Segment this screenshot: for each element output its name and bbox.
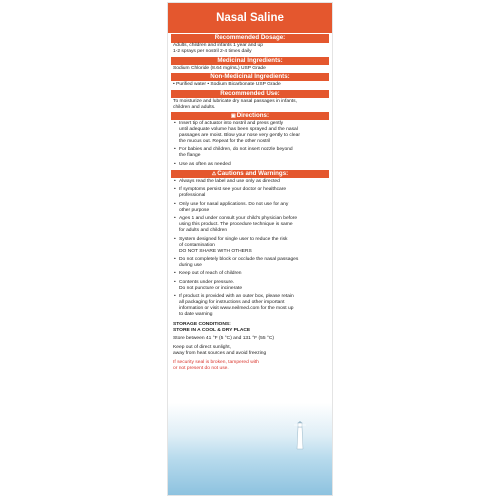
- caution-line: If symptoms persist see your doctor or healthcare: [179, 187, 287, 193]
- product-label: [168, 3, 332, 495]
- security-seal-warning: or not present do not use.: [173, 366, 229, 372]
- use-header: Recommended Use:: [171, 90, 329, 98]
- directions-list: [168, 121, 332, 168]
- list-item: • Contents under pressure. Do not puncture or incinerate: [179, 280, 327, 292]
- caution-line: for adults and children: [179, 228, 228, 234]
- medicinal-line: Sodium Chloride (8.64 mg/mL) USP Grade: [173, 65, 266, 71]
- list-item: • Always read the label and use only as directed: [179, 179, 327, 185]
- caution-line: Do not completely block or occlude the nasal passages: [179, 256, 299, 262]
- use-line: To moisturize and lubricate dry nasal passages in infants,: [173, 98, 297, 104]
- storage-temperature: Store between 41 °F (5 °C) and 131 °F (55 °C): [173, 336, 275, 342]
- list-item: • If product is provided with an outer box, please retain all packaging for instructions and other important information or visit www.neilmed.com for the most up to date warning: [179, 294, 327, 318]
- caution-line: Only use for nasal applications. Do not use for any: [179, 201, 289, 207]
- security-seal-warning: If security seal is broken, tampered with: [173, 360, 259, 366]
- list-item: • Only use for nasal applications. Do not use for any other purpose: [179, 202, 327, 214]
- dosage-text: [168, 43, 332, 55]
- non-medicinal-line: • Purified water • Sodium Bicarbonate USP Grade: [173, 82, 281, 88]
- list-item: • Insert tip of actuator into nostril and press gently until adequate volume has been sprayed and the nasal passages are moist. Blow your nose very gently to clear the mucus out. Repeat for the other nostril: [179, 121, 327, 145]
- storage-heat: away from heat sources and avoid freezing: [173, 351, 267, 357]
- lighthouse-icon: [294, 421, 306, 451]
- list-item: • Ages 1 and under consult your child's physician before using this product. The procedure technique is same for adults and children: [179, 216, 327, 234]
- caution-line: all packaging for instructions and other important: [179, 300, 285, 306]
- directions-line: Use as often as needed: [179, 161, 231, 167]
- caution-line: Ages 1 and under consult your child's physician before: [179, 216, 298, 222]
- caution-line: other purpose: [179, 207, 210, 213]
- storage-section: [168, 322, 332, 372]
- directions-line: Insert tip of actuator into nostril and press gently: [179, 120, 284, 126]
- caution-line: System designed for single user to reduce the risk: [179, 236, 288, 242]
- non-medicinal-text: [168, 82, 332, 88]
- warning-icon: ⚠: [211, 171, 217, 178]
- caution-line: If product is provided with an outer box, please retain: [179, 294, 294, 300]
- use-text: [168, 99, 332, 111]
- directions-line: passages are moist. Blow your nose very gently to clear: [179, 132, 300, 138]
- caution-line: DO NOT SHARE WITH OTHERS: [179, 248, 252, 254]
- list-item: • For babies and children, do not insert nozzle beyond the flange: [179, 147, 327, 159]
- list-item: • Use as often as needed: [179, 162, 327, 168]
- caution-line: of contamination: [179, 242, 215, 248]
- list-item: • If symptoms persist see your doctor or healthcare professional: [179, 187, 327, 199]
- storage-sunlight: Keep out of direct sunlight,: [173, 345, 231, 351]
- directions-line: the mucus out. Repeat for the other nostril: [179, 138, 271, 144]
- directions-line: until adequate volume has been sprayed and the nasal: [179, 126, 298, 132]
- caution-line: Do not puncture or incinerate: [179, 285, 243, 291]
- medicinal-text: [168, 66, 332, 72]
- note-icon: ▣: [230, 112, 236, 119]
- use-line: children and adults.: [173, 104, 216, 110]
- list-item: • Keep out of reach of children: [179, 271, 327, 277]
- list-item: • Do not completely block or occlude the nasal passages during use: [179, 257, 327, 269]
- ocean-background: [168, 403, 332, 495]
- caution-line: information or visit www.neilmed.com for the most up: [179, 306, 294, 312]
- caution-line: during use: [179, 262, 202, 268]
- caution-line: Keep out of reach of children: [179, 271, 242, 277]
- caution-line: using this product. The procedure technique is same: [179, 222, 293, 228]
- list-item: • System designed for single user to reduce the risk of contamination DO NOT SHARE WITH OTHERS: [179, 237, 327, 255]
- dosage-line: 1-2 sprays per nostril 2-4 times daily: [173, 49, 252, 55]
- medicinal-header: Medicinal Ingredients:: [171, 57, 329, 65]
- caution-line: professional: [179, 193, 206, 199]
- storage-subheading: STORE IN A COOL & DRY PLACE: [173, 328, 251, 334]
- directions-title: Directions:: [236, 111, 270, 119]
- directions-line: For babies and children, do not insert nozzle beyond: [179, 147, 293, 153]
- non-medicinal-header: Non-Medicinal Ingredients:: [171, 73, 329, 81]
- directions-header: [171, 112, 329, 120]
- storage-heading: STORAGE CONDITIONS:: [173, 322, 231, 328]
- caution-line: to date warning: [179, 312, 213, 318]
- caution-line: Always read the label and use only as directed: [179, 179, 280, 185]
- dosage-header: Recommended Dosage:: [171, 34, 329, 42]
- caution-line: Contents under pressure.: [179, 279, 235, 285]
- directions-line: the flange: [179, 153, 201, 159]
- cautions-title: Cautions and Warnings:: [217, 170, 289, 178]
- product-title: Nasal Saline: [168, 3, 332, 33]
- dosage-line: Adults, children and infants 1 year and up: [173, 43, 263, 49]
- cautions-header: [171, 170, 329, 178]
- cautions-list: [168, 179, 332, 318]
